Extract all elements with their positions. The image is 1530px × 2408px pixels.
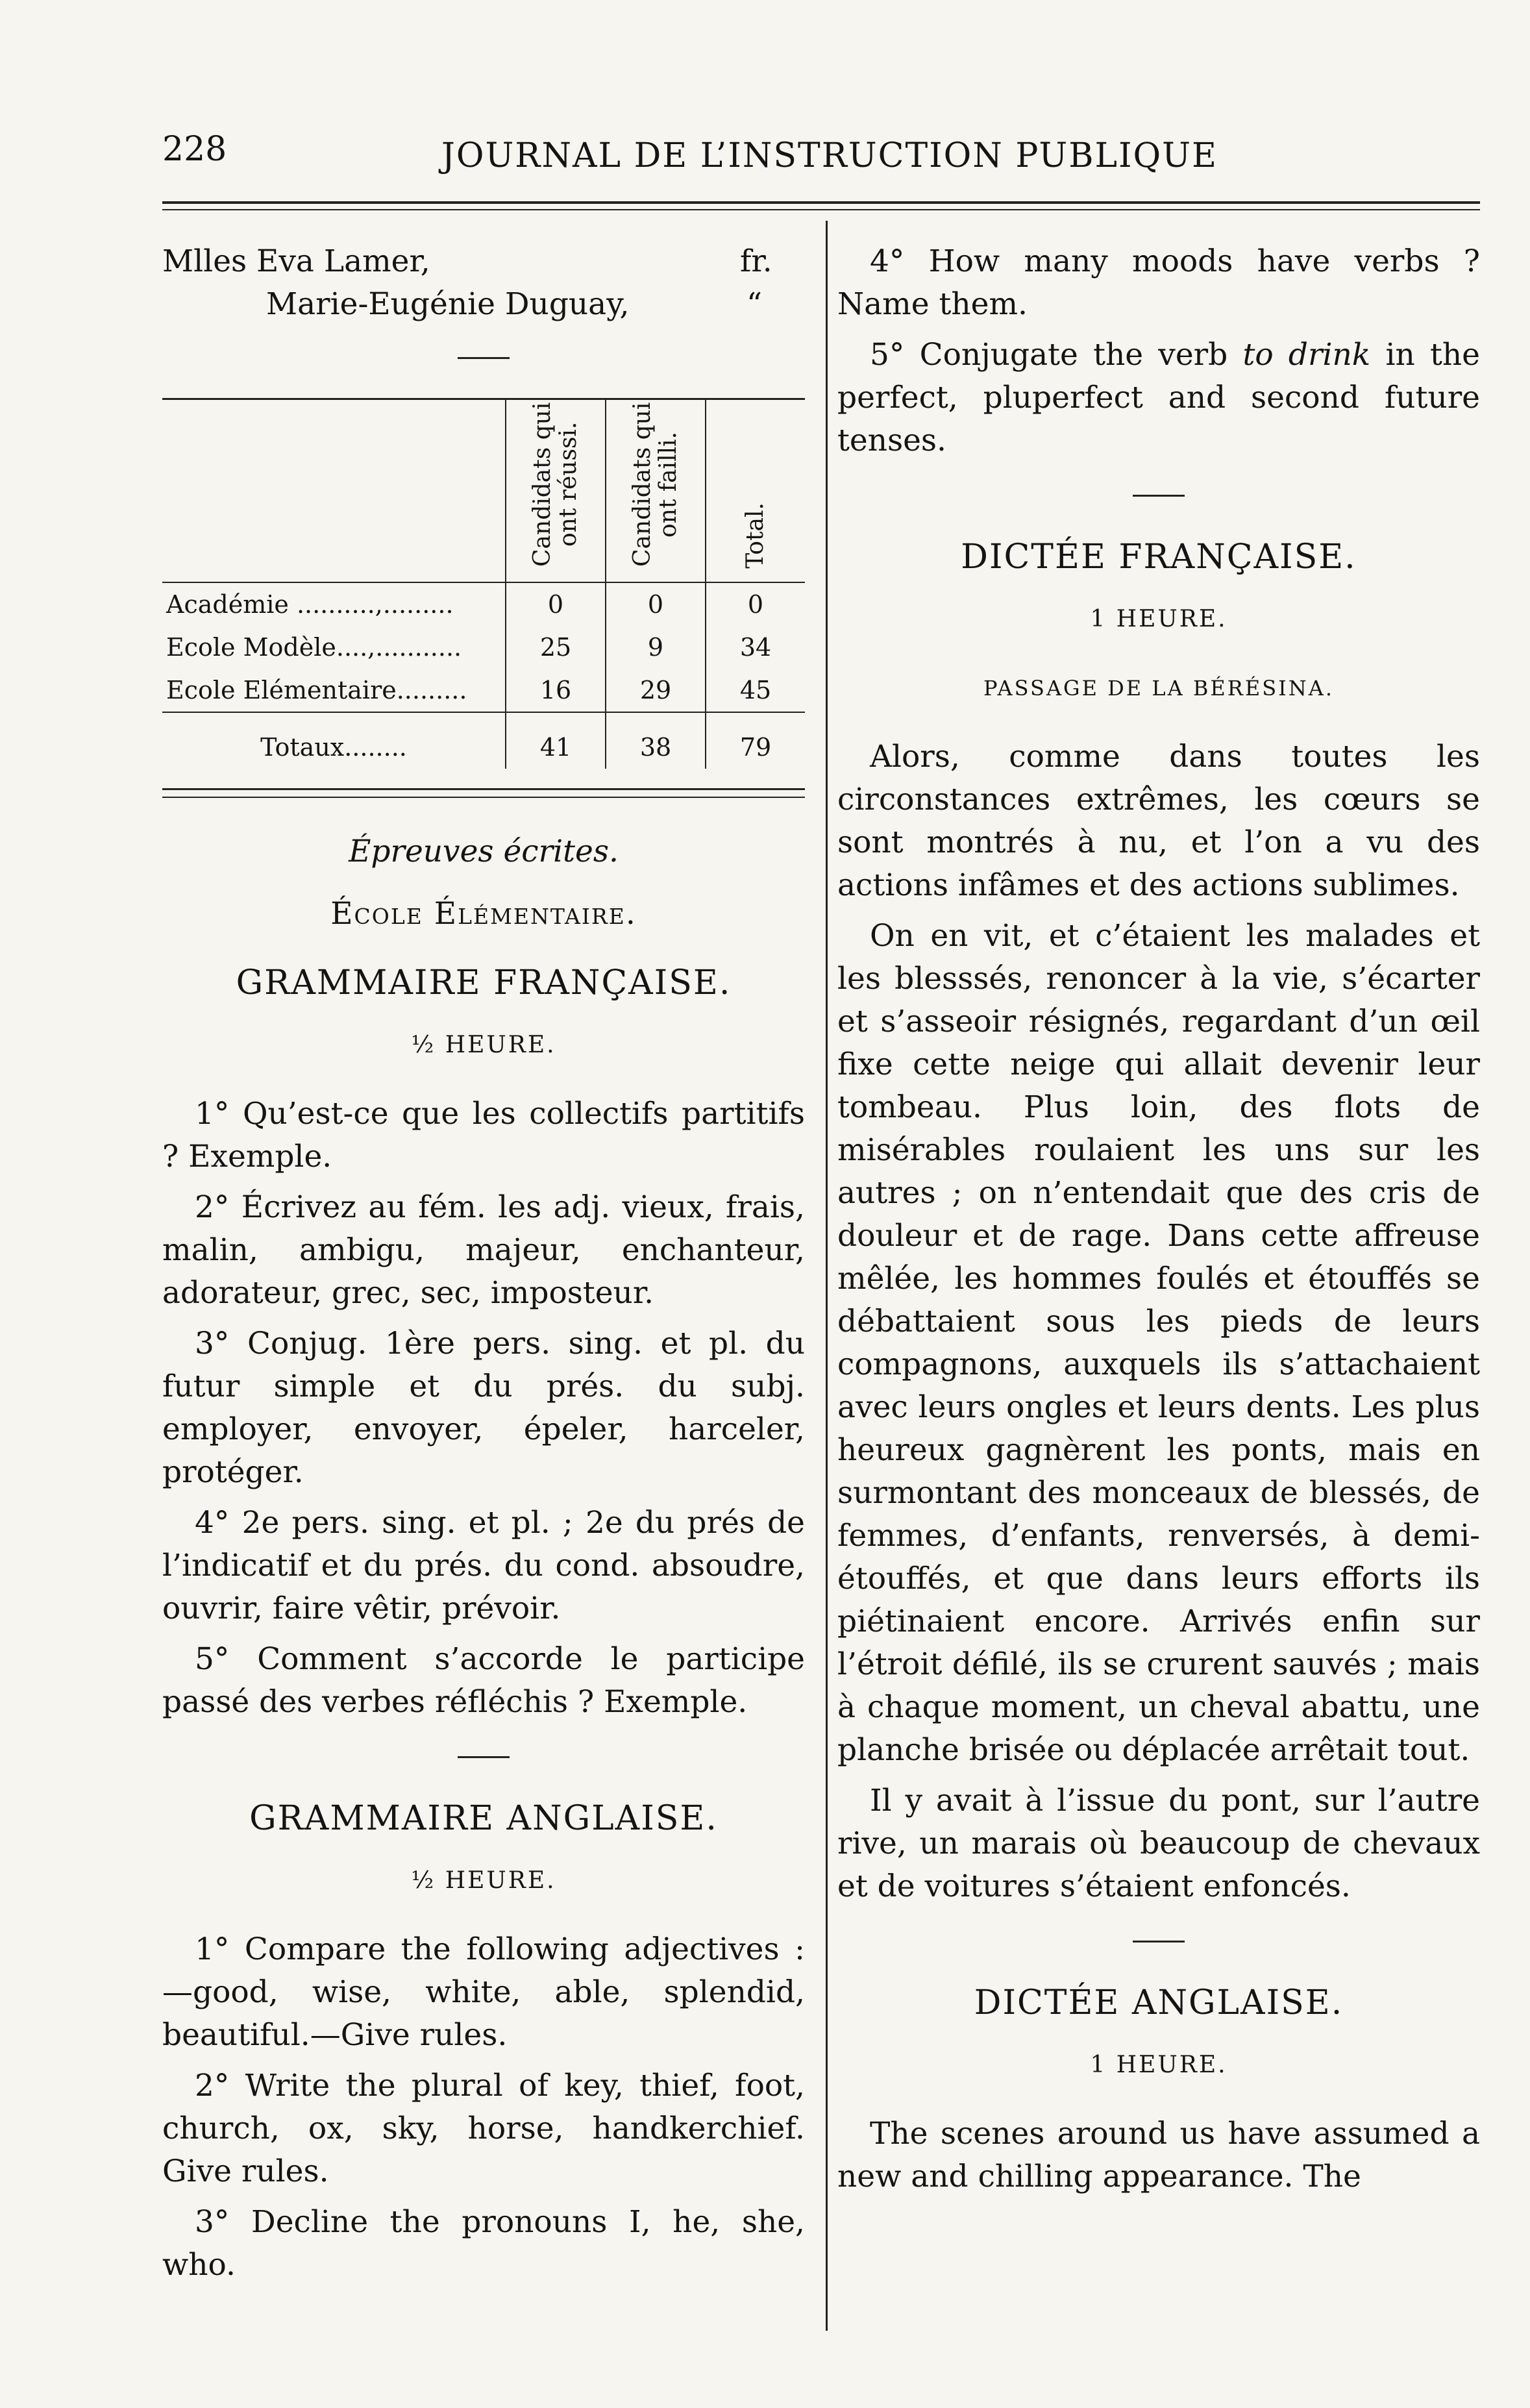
page-header (162, 123, 1480, 195)
question-5 (837, 334, 1480, 462)
short-rule (458, 1756, 510, 1758)
dictee-francaise-title: DICTÉE FRANÇAISE. (961, 538, 1357, 577)
question-1: 1° Qu’est-ce que les collectifs partitifs ? Exemple. (162, 1096, 805, 1174)
cell-reussi: 16 (506, 669, 606, 712)
grammaire-anglaise-duration: ½ HEURE. (411, 1867, 556, 1894)
cell-failli: 9 (606, 626, 706, 669)
header-total: Total. (742, 503, 769, 569)
question-5-emphasis: to drink (1242, 337, 1371, 373)
column-divider (826, 221, 828, 2331)
table-row (162, 582, 805, 626)
epreuves-heading: Épreuves écrites. (349, 834, 619, 869)
cell-total: 45 (706, 669, 805, 712)
totals-label: Totaux........ (162, 712, 506, 769)
question-2: 2° Écrivez au fém. les adj. vieux, frais, malin, ambigu, majeur, enchanteur, adorateur, grec, sec, imposteur. (162, 1189, 805, 1311)
question-5: 5° Comment s’accorde le participe passé des verbes réfléchis ? Exemple. (162, 1641, 805, 1720)
question-4: 4° How many moods have verbs ? Name them. (837, 243, 1480, 322)
name-line-1-suffix: fr. (740, 243, 772, 279)
header-reussi: Candidats qui ont réussi. (529, 402, 582, 567)
question-1: 1° Compare the following adjectives : —good, wise, white, able, splendid, beautiful.—Give rules. (162, 1931, 805, 2053)
right-column (837, 240, 1480, 2206)
question-2: 2° Write the plural of key, thief, foot, church, ox, sky, horse, handkerchief. Give rules. (162, 2068, 805, 2189)
total-total: 79 (706, 712, 805, 769)
table-bottom-rule-thin (162, 797, 805, 798)
grammaire-francaise-title: GRAMMAIRE FRANÇAISE. (236, 963, 732, 1002)
dictee-anglaise-title: DICTÉE ANGLAISE. (974, 1983, 1344, 2022)
table-totals-row (162, 712, 805, 769)
table-row (162, 626, 805, 669)
question-3: 3° Conjug. 1ère pers. sing. et pl. du futur simple et du prés. du subj. employer, envoyer, épeler, harceler, protéger. (162, 1326, 805, 1490)
table-row (162, 669, 805, 712)
names-block (162, 240, 805, 331)
table-bottom-rule (162, 788, 805, 790)
left-column (162, 240, 805, 2294)
ecole-heading: École Élémentaire. (330, 896, 637, 932)
short-rule (458, 357, 510, 359)
dictee-paragraph-2: On en vit, et c’étaient les malades et les blesssés, renoncer à la vie, s’écarter et s’asseoir résignés, regardant d’un œil fixe cette neige qui allait devenir leur tombeau. Plus loin, des flots de misérables roulaient les uns sur les autres ; on n’entendait que des cris de douleur et de rage. Dans cette affreuse mêlée, les hommes foulés et étouffés se débattaient sous les pieds de leurs compagnons, auxquels ils s’attachaient avec leurs ongles et leurs dents. Les plus heureux gagnèrent les ponts, mais en surmontant des monceaux de blessés, de femmes, d’enfants, renversés, à demi-étouffés, et que dans leurs efforts ils piétinaient encore. Arrivés enfin sur l’étroit défilé, ils se crurent sauvés ; mais à chaque moment, un cheval abattu, une planche brisée ou déplacée arrêtait tout. (837, 918, 1480, 1768)
dictee-paragraph-1: Alors, comme dans toutes les circonstances extrêmes, les cœurs se sont montrés à nu, et l’on a vu des actions infâmes et des actions sublimes. (837, 739, 1480, 903)
page-number: 228 (162, 130, 227, 169)
question-3: 3° Decline the pronouns I, he, she, who. (162, 2204, 805, 2283)
short-rule (1133, 1941, 1185, 1943)
header-rule-thin (162, 209, 1480, 210)
question-5-end: in the perfect, pluperfect and second future tenses. (837, 337, 1480, 458)
total-reussi: 41 (506, 712, 606, 769)
grammaire-anglaise-title: GRAMMAIRE ANGLAISE. (249, 1799, 718, 1838)
table-header-cell (506, 399, 606, 583)
dictee-francaise-subtitle: PASSAGE DE LA BÉRÉSINA. (983, 676, 1335, 701)
table-header-cell (606, 399, 706, 583)
total-failli: 38 (606, 712, 706, 769)
header-rule (162, 201, 1480, 204)
name-line-2-suffix: “ (746, 286, 763, 322)
cell-total: 0 (706, 582, 805, 626)
dictee-francaise-duration: 1 HEURE. (1090, 606, 1228, 632)
table-header-cell (706, 399, 805, 583)
header-failli: Candidats qui ont failli. (629, 402, 682, 567)
name-line-1: Mlles Eva Lamer, (162, 243, 430, 279)
table-header-blank (162, 399, 506, 583)
question-4: 4° 2e pers. sing. et pl. ; 2e du prés de l’indicatif et du prés. du cond. absoudre, ouvrir, faire vêtir, prévoir. (162, 1505, 805, 1626)
running-title: JOURNAL DE L’INSTRUCTION PUBLIQUE (441, 136, 1218, 175)
row-label: Ecole Elémentaire......... (166, 676, 467, 704)
question-5-start: 5° Conjugate the verb (870, 337, 1243, 373)
dictee-paragraph-3: Il y avait à l’issue du pont, sur l’autre rive, un marais où beaucoup de chevaux et de voitures s’étaient enfoncés. (837, 1783, 1480, 1904)
cell-failli: 0 (606, 582, 706, 626)
grammaire-francaise-duration: ½ HEURE. (411, 1032, 556, 1058)
results-table (162, 398, 805, 769)
cell-reussi: 0 (506, 582, 606, 626)
dictee-anglaise-duration: 1 HEURE. (1090, 2052, 1228, 2078)
cell-total: 34 (706, 626, 805, 669)
cell-reussi: 25 (506, 626, 606, 669)
dictee-anglaise-paragraph: The scenes around us have assumed a new and chilling appearance. The (837, 2116, 1480, 2194)
short-rule (1133, 495, 1185, 497)
cell-failli: 29 (606, 669, 706, 712)
row-label: Académie ..........,......... (162, 582, 506, 626)
name-line-2: Marie-Eugénie Duguay, (266, 286, 630, 322)
row-label: Ecole Modèle....,........... (166, 633, 462, 662)
